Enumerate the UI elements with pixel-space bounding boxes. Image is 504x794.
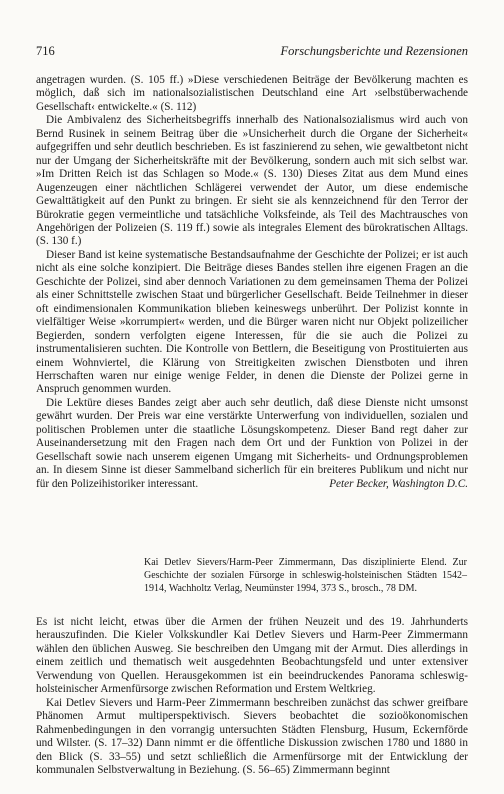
review-sievers-zimmermann (36, 616, 468, 777)
review1-paragraph-2: Die Ambivalenz des Sicherheitsbegriffs innerhalb des Nationalsozialismus wird auch von Bernd Rusinek in seinem Beitrag über die »Unsicherheit durch die Organe der Sicherheit« aufgegriffen und sehr deutlich beschrieben. Es ist faszinierend zu sehen, wie gewaltbetont nicht nur der Umgang der Sicherheitskräfte mit der Bevölkerung, sondern auch mit sich selbst war. »Im Dritten Reich ist das Schlagen so Mode.« (S. 130) Dieses Zitat aus dem Mund eines Augenzeugen einer nächtlichen Schlägerei verwendet der Autor, um diese endemische Gewalttätigkeit auf den Punkt zu bringen. Er sieht sie als kennzeichnend für den Terror der Bürokratie gegen vermeintliche und tatsächliche Volksfeinde, als Teil des Machtrausches von Angehörigen der Polizeien (S. 119 ff.) sowie als integrales Element des bürokratischen Alltags. (S. 130 f.) (36, 114, 468, 248)
review2-paragraph-1: Es ist nicht leicht, etwas über die Armen der frühen Neuzeit und des 19. Jahrhunderts herauszufinden. Die Kieler Volkskundler Kai Detlev Sievers und Harm-Peer Zimmermann wählen den üblichen Ausweg. Sie beschreiben den Umgang mit der Armut. Dies allerdings in einem zeitlich und thematisch weit ausgedehnten Beobachtungsfeld und unter extensiver Verwendung von Quellen. Herausgekommen ist ein beeindruckendes Panorama schleswig-holsteinischer Armenfürsorge zwischen Reformation und Erstem Weltkrieg. (36, 616, 468, 696)
review1-paragraph-4-text: Die Lektüre dieses Bandes zeigt aber auch sehr deutlich, daß diese Dienste nicht umsonst gewährt wurden. Der Preis war eine verstärkte Unterwerfung von individuellen, sozialen und politischen Problemen unter die staatliche Lösungskompetenz. Dieser Band regt daher zur Auseinandersetzung mit den Fragen nach dem Ort und der Funktion von Polizei in der Gesellschaft sowie nach unserem eigenen Umgang mit Sicherheits- und Ordnungsproblemen an. In diesem Sinne ist dieser Sammelband sicherlich für ein breiteres Publikum und nicht nur für den Polizeihistoriker interessant. (36, 396, 468, 490)
review1-paragraph-1: angetragen wurden. (S. 105 ff.) »Diese verschiedenen Beiträge der Bevölkerung machten es möglich, daß sich im nationalsozialistischen Deutschland eine Art ›selbstüberwachende Gesellschaft‹ entwickelte.« (S. 112) (36, 74, 468, 113)
review2-paragraph-2: Kai Detlev Sievers und Harm-Peer Zimmermann beschreiben zunächst das schwer greifbare Phänomen Armut multiperspektivisch. Sievers beobachtet die sozioökonomischen Rahmenbedingungen in den vorrangig untersuchten Städten Flensburg, Husum, Eckernförde und Wilster. (S. 17–32) Dann nimmt er die öffentliche Diskussion zwischen 1780 und 1880 in den Blick (S. 33–55) und setzt schließlich die Armenfürsorge mit der Entwicklung der kommunalen Selbstverwaltung in Beziehung. (S. 56–65) Zimmermann beginnt (36, 696, 468, 776)
page-number: 716 (36, 44, 55, 58)
reviewer-signature: Peter Becker, Washington D.C. (329, 477, 468, 490)
running-head: Forschungsberichte und Rezensionen (280, 44, 468, 58)
bibliographic-text: Kai Detlev Sievers/Harm-Peer Zimmermann, Das disziplinierte Elend. Zur Geschichte der sozialen Fürsorge in schleswig-holsteinischen Städten 1542–1914, Wachholtz Verlag, Neumünster 1994, 373 S., brosch., 78 DM. (144, 557, 467, 594)
bibliographic-entry (144, 556, 467, 595)
review1-paragraph-3: Dieser Band ist keine systematische Bestandsaufnahme der Geschichte der Polizei; er ist auch nicht als eine solche konzipiert. Die Beiträge dieses Bandes stellen ihre eigenen Fragen an die Geschichte der Polizei, sind aber dennoch Variationen zu dem gemeinsamen Thema der Polizei als einer Schnittstelle zwischen Staat und bürgerlicher Gesellschaft. Beide Teilnehmer in dieser oft eindimensionalen Kommunikation blieben keineswegs unberührt. Der Polizist konnte in vielfältiger Weise »korrumpiert« werden, und die Bürger waren nicht nur Objekt polizeilicher Begierden, sondern verfolgten eigene Interessen, für die sie auch die Polizei zu instrumentalisieren suchten. Die Kontrolle von Bettlern, die Beseitigung von Prostituierten aus einem Wohnviertel, die Klärung von Streitigkeiten zwischen Dienstboten und ihren Herrschaften waren nur einige wenige Felder, in denen die Dienste der Polizei gerne in Anspruch genommen wurden. (36, 248, 468, 396)
review1-paragraph-4 (36, 397, 468, 491)
review-peter-becker (36, 74, 468, 491)
page-header (36, 44, 468, 59)
